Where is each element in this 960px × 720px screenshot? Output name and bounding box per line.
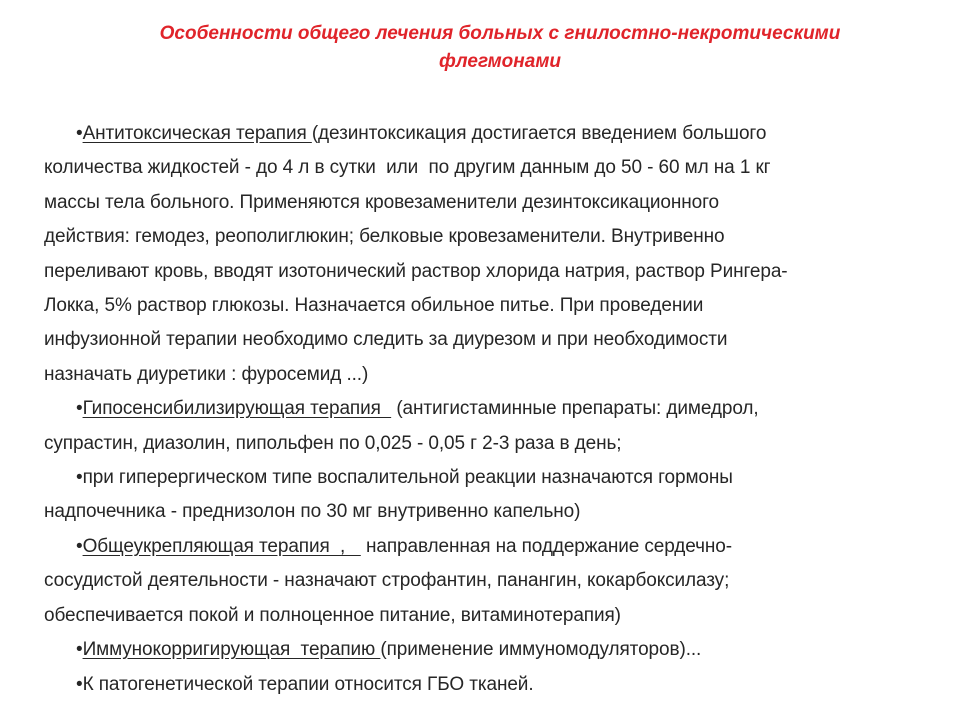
paragraph-line: переливают кровь, вводят изотонический раствор хлорида натрия, раствор Рингера- — [44, 260, 788, 282]
paragraph-line: супрастин, диазолин, пипольфен по 0,025 - 0,05 г 2-3 раза в день; — [44, 432, 622, 454]
bullet-icon: • — [76, 398, 83, 420]
paragraph-text: (антигистаминные препараты: димедрол, — [391, 398, 759, 420]
paragraph-line: надпочечника - преднизолон по 30 мг внутривенно капельно) — [44, 501, 581, 523]
section-heading-immunocorrective: Иммунокорригирующая терапию — [82, 639, 381, 661]
bullet-line — [44, 530, 924, 564]
paragraph-text: К патогенетической терапии относится ГБО тканей. — [82, 673, 534, 695]
paragraph-line: действия: гемодез, реополиглюкин; белковые кровезаменители. Внутривенно — [44, 226, 725, 248]
slide-title — [60, 20, 940, 76]
bullet-icon: • — [76, 123, 83, 144]
bullet-icon: • — [76, 639, 83, 661]
section-heading-hyposensitizing: Гипосенсибилизирующая терапия — [82, 398, 392, 420]
bullet-line — [44, 461, 924, 495]
paragraph-text: при гиперергическом типе воспалительной реакции назначаются гормоны — [82, 467, 733, 489]
paragraph-line: обеспечивается покой и полноценное питание, витаминотерапия) — [44, 604, 621, 626]
paragraph-text: (применение иммуномодуляторов)... — [380, 639, 702, 661]
paragraph-line: назначать диуретики : фуросемид ...) — [44, 363, 369, 385]
section-heading-antitoxic: Антитоксическая терапия — [82, 123, 312, 144]
paragraph-line: Локка, 5% раствор глюкозы. Назначается обильное питье. При проведении — [44, 295, 704, 317]
section-heading-restorative: Общеукрепляющая терапия , — [82, 535, 361, 557]
bullet-line — [44, 392, 924, 426]
paragraph-line: количества жидкостей - до 4 л в сутки или по другим данным до 50 - 60 мл на 1 кг — [44, 157, 771, 179]
paragraph-line: массы тела больного. Применяются кровезаменители дезинтоксикационного — [44, 191, 720, 213]
bullet-icon: • — [76, 673, 83, 695]
paragraph-text: (дезинтоксикация достигается введением большого — [311, 123, 767, 144]
bullet-line — [44, 117, 924, 151]
slide-title-line-2: флегмонами — [439, 51, 561, 72]
paragraph-line: инфузионной терапии необходимо следить за диурезом и при необходимости — [44, 329, 728, 351]
bullet-line — [44, 668, 924, 702]
bullet-icon: • — [76, 535, 83, 557]
bullet-line — [44, 633, 924, 667]
slide-body — [44, 117, 924, 702]
paragraph-text: направленная на поддержание сердечно- — [360, 535, 732, 557]
paragraph-line: сосудистой деятельности - назначают строфантин, панангин, кокарбоксилазу; — [44, 570, 730, 592]
slide-title-line-1: Особенности общего лечения больных с гнилостно-некротическими — [159, 23, 841, 44]
bullet-icon: • — [76, 467, 83, 489]
